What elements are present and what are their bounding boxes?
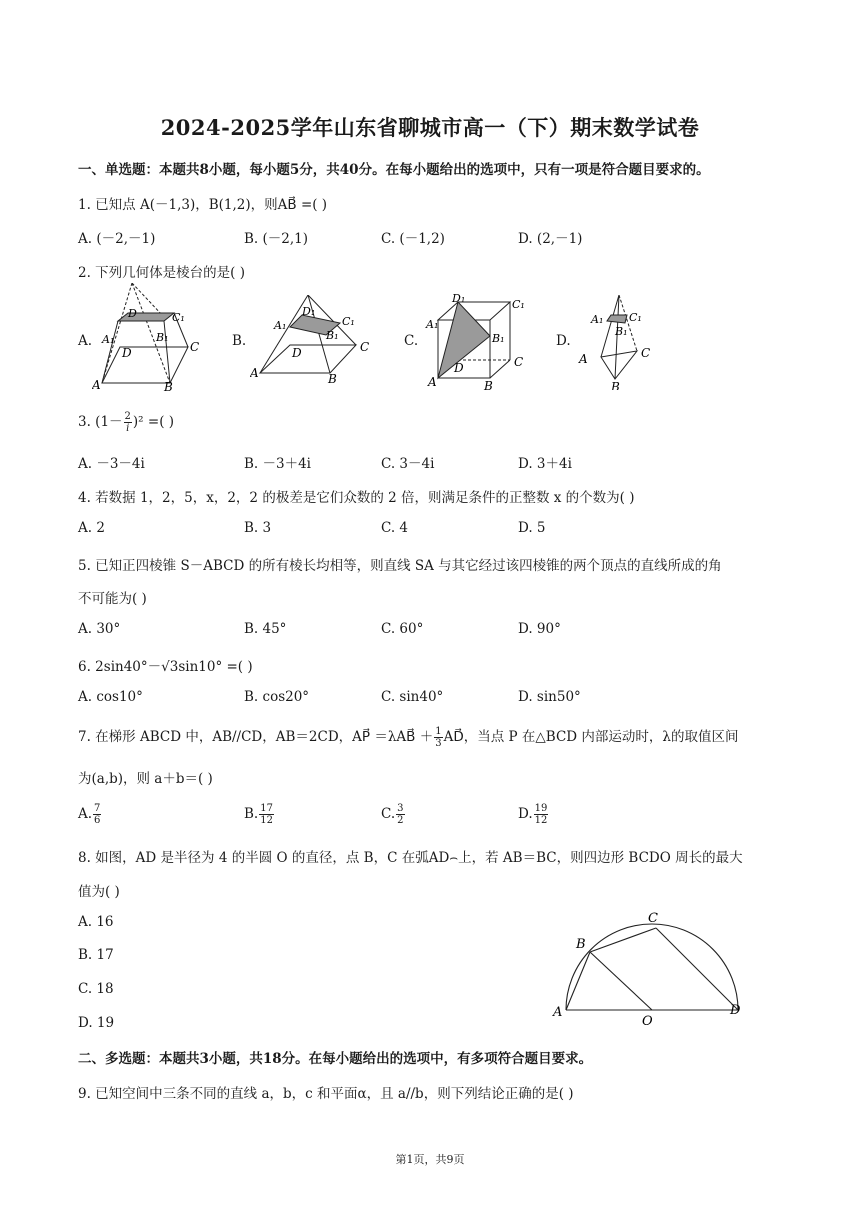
q1-stem: 1. 已知点 A(－1,3)，B(1,2)，则AB⃗ =( ) [78, 197, 328, 213]
q7-stem-suffix: AD⃗，当点 P 在△BCD 内部运动时，λ的取值区间 [443, 729, 739, 745]
q3-stem [78, 410, 174, 434]
q9-stem: 9. 已知空间中三条不同的直线 a，b，c 和平面α，且 a//b，则下列结论正确的是( ) [78, 1086, 574, 1102]
q2-figure-c [422, 292, 532, 390]
q1-option-a: A. (－2,－1) [78, 231, 156, 247]
svg-text:B₁: B₁ [156, 331, 169, 344]
svg-text:C₁: C₁ [172, 311, 185, 324]
svg-text:D: D [128, 307, 137, 320]
q5-stem-line1: 5. 已知正四棱锥 S－ABCD 的所有棱长均相等，则直线 SA 与其它经过该四棱锥的两个顶点的直线所成的角 [78, 558, 722, 574]
q3-stem-suffix: )² =( ) [132, 414, 175, 430]
svg-text:B: B [164, 380, 173, 393]
q7-fraction [434, 726, 442, 749]
svg-text:C₁: C₁ [342, 315, 355, 328]
q7-stem-line2: 为(a,b)，则 a＋b＝( ) [78, 771, 213, 787]
svg-text:D₁: D₁ [302, 305, 316, 318]
q7-stem-prefix: 7. 在梯形 ABCD 中，AB//CD，AB＝2CD，AP⃗ ＝λAB⃗ ＋ [78, 729, 434, 745]
q1-option-d: D. (2,－1) [518, 231, 583, 247]
q7-option-a [78, 803, 102, 826]
svg-text:C: C [190, 340, 200, 354]
q7-b-fraction [259, 803, 274, 826]
svg-text:D₁: D₁ [452, 292, 466, 305]
q2-figure-b [250, 295, 380, 390]
q3-fraction-num: 2 [124, 411, 131, 422]
q1-option-c: C. (－1,2) [381, 231, 445, 247]
svg-text:B: B [611, 380, 620, 390]
q7-fraction-num: 1 [435, 726, 442, 737]
svg-text:D: D [454, 361, 464, 375]
q8-stem-line1: 8. 如图，AD 是半径为 4 的半圆 O 的直径，点 B，C 在弧AD⌢上，若 AB＝BC，则四边形 BCDO 周长的最大 [78, 850, 743, 866]
q7-a-den: 6 [94, 815, 101, 826]
q8-stem-line2: 值为( ) [78, 884, 120, 900]
q7-a-num: 7 [94, 803, 101, 814]
page-footer: 第1页，共9页 [395, 1153, 465, 1166]
q3-option-d: D. 3＋4i [518, 456, 572, 472]
svg-text:A: A [250, 366, 259, 380]
q2-option-b: B. [232, 333, 247, 349]
q3-fraction [124, 411, 132, 434]
q7-b-label: B. [244, 806, 259, 822]
q7-option-b [244, 803, 275, 826]
svg-text:B: B [484, 379, 493, 390]
q6-option-b: B. cos20° [244, 689, 310, 705]
q8-label-o: O [642, 1014, 653, 1029]
q7-stem-line1 [78, 725, 738, 749]
q8-label-d: D [730, 1003, 741, 1018]
q7-c-num: 3 [397, 803, 404, 814]
q2-figure-d [575, 295, 665, 390]
q3-stem-prefix: 3. (1－ [78, 414, 123, 430]
q7-fraction-den: 3 [435, 738, 442, 749]
svg-text:A₁: A₁ [591, 313, 604, 326]
q7-c-label: C. [381, 806, 396, 822]
svg-text:A: A [92, 378, 101, 392]
svg-text:B₁: B₁ [615, 325, 628, 338]
q6-option-d: D. sin50° [518, 689, 581, 705]
q2-stem: 2. 下列几何体是棱台的是( ) [78, 265, 245, 281]
svg-text:C: C [360, 340, 370, 354]
q7-b-num: 17 [260, 803, 273, 814]
q8-option-c: C. 18 [78, 981, 114, 997]
q7-a-fraction [93, 803, 101, 826]
q8-label-a: A [553, 1005, 563, 1020]
svg-text:B: B [328, 372, 337, 386]
q2-option-c: C. [404, 333, 419, 349]
q6-option-a: A. cos10° [78, 689, 143, 705]
q7-d-den: 12 [534, 815, 548, 826]
q5-option-d: D. 90° [518, 621, 561, 637]
q7-a-label: A. [78, 806, 93, 822]
q8-option-b: B. 17 [78, 947, 114, 963]
q2-option-a: A. [78, 333, 93, 349]
q7-d-fraction [534, 803, 549, 826]
page-title: 2024-2025学年山东省聊城市高一（下）期末数学试卷 [160, 115, 700, 140]
q8-option-d: D. 19 [78, 1015, 115, 1031]
svg-text:B₁: B₁ [492, 332, 505, 345]
q7-d-label: D. [518, 806, 533, 822]
svg-text:A: A [428, 375, 437, 389]
svg-text:D: D [122, 346, 132, 360]
section-2-header: 二、多选题：本题共3小题，共18分。在每小题给出的选项中，有多项符合题目要求。 [78, 1051, 593, 1067]
q6-stem: 6. 2sin40°－√3sin10° =( ) [78, 659, 253, 675]
q8-option-a: A. 16 [78, 914, 114, 930]
svg-text:C: C [641, 346, 651, 360]
q4-stem: 4. 若数据 1，2，5，x，2，2 的极差是它们众数的 2 倍，则满足条件的正整数 x 的个数为( ) [78, 490, 635, 506]
svg-text:A₁: A₁ [274, 319, 287, 332]
svg-text:D: D [292, 346, 302, 360]
q1-option-b: B. (－2,1) [244, 231, 309, 247]
q3-option-a: A. －3－4i [78, 456, 145, 472]
q7-d-num: 19 [534, 803, 548, 814]
q3-fraction-den: i [126, 423, 130, 434]
svg-text:C₁: C₁ [512, 298, 525, 311]
q7-c-den: 2 [397, 815, 404, 826]
q3-option-b: B. －3＋4i [244, 456, 311, 472]
svg-text:C: C [514, 355, 524, 369]
svg-text:A₁: A₁ [102, 333, 115, 346]
q5-option-c: C. 60° [381, 621, 424, 637]
q7-c-fraction [396, 803, 404, 826]
q4-option-c: C. 4 [381, 520, 409, 536]
q2-option-d: D. [556, 333, 571, 349]
q4-option-d: D. 5 [518, 520, 546, 536]
q7-option-c [381, 803, 406, 826]
q6-option-c: C. sin40° [381, 689, 444, 705]
svg-text:C₁: C₁ [629, 311, 642, 324]
q3-option-c: C. 3－4i [381, 456, 435, 472]
q8-label-c: C [648, 911, 658, 926]
svg-text:A₁: A₁ [426, 318, 439, 331]
q5-stem-line2: 不可能为( ) [78, 591, 147, 607]
q7-option-d [518, 803, 549, 826]
q8-label-b: B [576, 937, 586, 952]
q7-b-den: 12 [260, 815, 273, 826]
q4-option-a: A. 2 [78, 520, 105, 536]
q8-semicircle-figure [550, 906, 750, 1030]
q4-option-b: B. 3 [244, 520, 272, 536]
section-1-header: 一、单选题：本题共8小题，每小题5分，共40分。在每小题给出的选项中，只有一项是符合题目要求的。 [78, 162, 710, 178]
svg-text:B₁: B₁ [326, 329, 339, 342]
q5-option-b: B. 45° [244, 621, 287, 637]
q5-option-a: A. 30° [78, 621, 121, 637]
q2-figure-a [92, 283, 222, 393]
svg-text:A: A [579, 352, 588, 366]
